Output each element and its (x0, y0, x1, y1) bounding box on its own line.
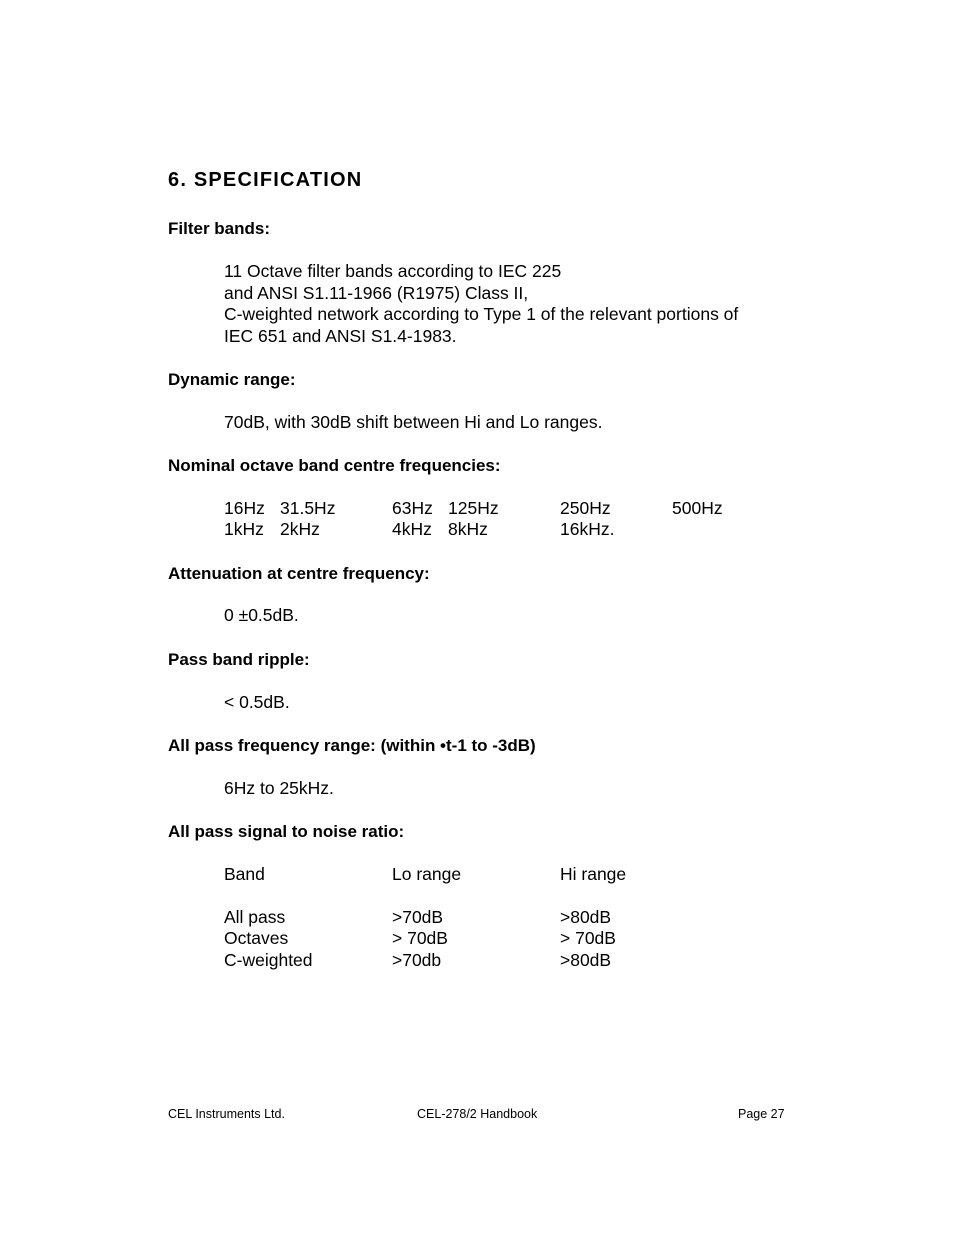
frequency-cell: 500Hz (672, 498, 723, 518)
frequency-cell: 31.5Hz (280, 498, 336, 518)
frequency-cell: 16kHz. (560, 519, 615, 539)
snr-heading: All pass signal to noise ratio: (168, 822, 405, 841)
dynamic-range-heading: Dynamic range: (168, 370, 296, 389)
footer-page-number: Page 27 (738, 1107, 785, 1121)
frequency-cell: 1kHz (224, 519, 264, 539)
snr-cell: All pass (224, 907, 286, 927)
snr-cell: >70db (392, 950, 442, 970)
centre-frequencies-heading: Nominal octave band centre frequencies: (168, 456, 501, 475)
snr-cell: Octaves (224, 928, 289, 948)
attenuation-text: 0 ±0.5dB. (224, 605, 299, 625)
all-pass-range-heading: All pass frequency range: (within •t-1 to -3dB) (168, 736, 536, 755)
dynamic-range-text: 70dB, with 30dB shift between Hi and Lo ranges. (224, 412, 603, 432)
filter-bands-line: IEC 651 and ANSI S1.4-1983. (224, 326, 457, 347)
all-pass-range-text: 6Hz to 25kHz. (224, 778, 334, 798)
filter-bands-text (224, 261, 738, 348)
snr-cell: >70dB (392, 907, 444, 927)
filter-bands-line: 11 Octave filter bands according to IEC 225 (224, 261, 562, 281)
snr-column-header: Lo range (392, 864, 462, 884)
snr-column-header: Band (224, 864, 265, 884)
snr-cell: >80dB (560, 950, 612, 970)
snr-cell: C-weighted (224, 950, 313, 970)
frequency-cell: 250Hz (560, 498, 611, 518)
filter-bands-line: C-weighted network according to Type 1 of the relevant portions of (224, 304, 739, 325)
footer-company: CEL Instruments Ltd. (168, 1107, 285, 1121)
snr-cell: > 70dB (560, 928, 616, 948)
snr-cell: >80dB (560, 907, 612, 927)
frequency-cell: 63Hz (392, 498, 433, 518)
footer-document-title: CEL-278/2 Handbook (417, 1107, 538, 1121)
filter-bands-heading: Filter bands: (168, 219, 271, 238)
frequency-cell: 16Hz (224, 498, 265, 518)
frequency-cell: 125Hz (448, 498, 499, 518)
filter-bands-line: and ANSI S1.11-1966 (R1975) Class II, (224, 282, 529, 303)
snr-column-header: Hi range (560, 864, 627, 884)
frequency-cell: 2kHz (280, 519, 320, 539)
attenuation-heading: Attenuation at centre frequency: (168, 564, 430, 583)
ripple-text: < 0.5dB. (224, 692, 290, 712)
ripple-heading: Pass band ripple: (168, 650, 310, 669)
frequency-cell: 4kHz (392, 519, 432, 539)
page-title: 6. SPECIFICATION (168, 169, 363, 191)
frequency-cell: 8kHz (448, 519, 488, 539)
snr-cell: > 70dB (392, 928, 448, 948)
